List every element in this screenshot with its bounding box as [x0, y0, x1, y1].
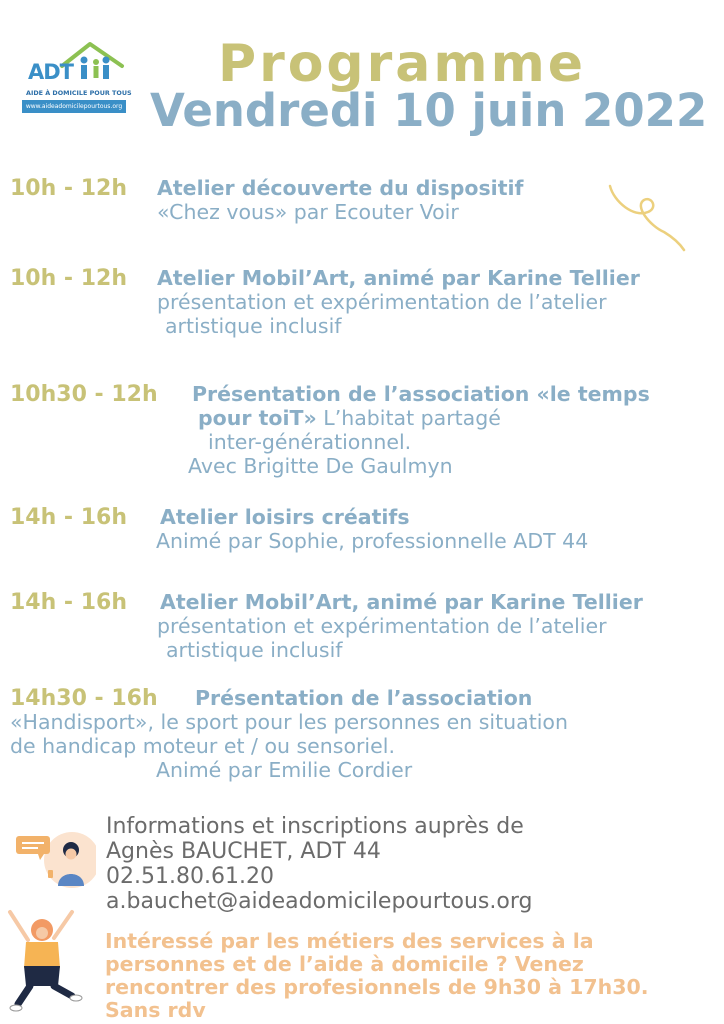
event-title: Présentation de l’association [195, 686, 533, 710]
squiggle-decoration-icon [604, 182, 690, 254]
contact-intro: Informations et inscriptions auprès de [106, 814, 524, 839]
event-detail: artistique inclusif [165, 314, 342, 338]
event-speaker: Animé par Emilie Cordier [156, 758, 413, 782]
event-detail: artistique inclusif [166, 638, 343, 662]
event-description [188, 382, 650, 478]
event-date: Vendredi 10 juin 2022 [150, 84, 708, 137]
event-detail: Animé par Sophie, professionnelle ADT 44 [156, 529, 589, 553]
event-description [157, 176, 523, 224]
event-title: Atelier Mobil’Art, animé par Karine Tellier [157, 266, 640, 290]
event-time: 14h - 16h [10, 505, 128, 530]
jumping-person-icon [0, 906, 96, 1020]
event-detail: «Chez vous» par Ecouter Voir [157, 200, 459, 224]
contact-phone[interactable]: 02.51.80.61.20 [106, 864, 274, 889]
event-title: Atelier découverte du dispositif [157, 176, 524, 200]
event-time: 10h - 12h [10, 266, 128, 291]
event-speaker: Avec Brigitte De Gaulmyn [188, 454, 453, 478]
event-description [156, 505, 589, 553]
event-title: pour toiT» [198, 406, 317, 430]
event-detail: «Handisport», le sport pour les personnes en situation [10, 710, 568, 734]
logo-tagline: AIDE À DOMICILE POUR TOUS [26, 89, 132, 97]
event-detail: de handicap moteur et / ou sensoriel. [10, 734, 395, 758]
logo-url[interactable]: www.aideadomicilepourtous.org [22, 100, 126, 113]
event-title: Atelier loisirs créatifs [160, 505, 410, 529]
event-description [10, 710, 568, 782]
event-time: 10h30 - 12h [10, 382, 158, 407]
contact-email[interactable]: a.bauchet@aideadomicilepourtous.org [106, 889, 533, 914]
event-detail: présentation et expérimentation de l’atelier [157, 614, 607, 638]
contact-person-icon [8, 826, 96, 890]
event-title: Présentation de l’association «le temps [192, 382, 650, 406]
recruitment-note: Intéressé par les métiers des services à la personnes et de l’aide à domicile ? Venez rencontrer des profesionnels de 9h30 à 17h30. Sans rdv [105, 929, 649, 1022]
contact-info [106, 814, 532, 914]
event-time: 10h - 12h [10, 176, 128, 201]
event-title: Atelier Mobil’Art, animé par Karine Tellier [160, 590, 643, 614]
event-time: 14h30 - 16h [10, 686, 158, 711]
event-detail: inter-générationnel. [208, 430, 412, 454]
logo-brand: ADT [28, 60, 74, 84]
page-title: Programme [217, 34, 587, 94]
event-description [157, 266, 640, 338]
contact-name: Agnès BAUCHET, ADT 44 [106, 839, 381, 864]
event-description [157, 590, 643, 662]
event-detail: L’habitat partagé [316, 406, 501, 430]
event-detail: présentation et expérimentation de l’atelier [157, 290, 607, 314]
event-time: 14h - 16h [10, 590, 128, 615]
